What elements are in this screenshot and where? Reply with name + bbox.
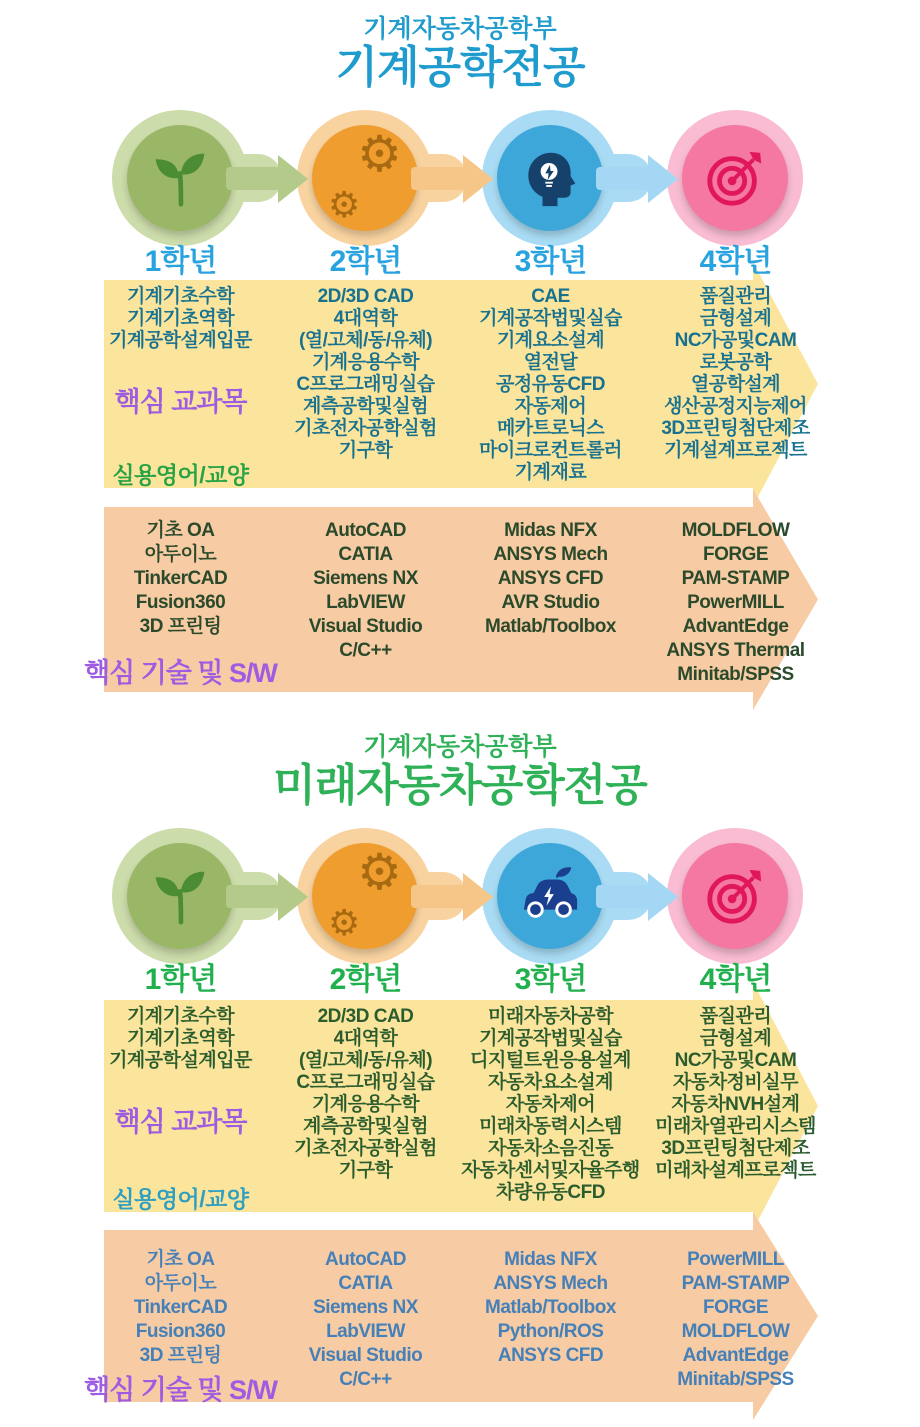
node-circle <box>127 125 233 231</box>
year-label-4: 4학년 <box>699 245 772 278</box>
node-circle <box>682 843 788 949</box>
course-item: 금형설계 <box>699 1028 772 1049</box>
course-list-year3 <box>479 286 622 484</box>
course-item: 4대역학 <box>333 1028 398 1049</box>
course-item: C/C++ <box>339 640 392 661</box>
course-item: FORGE <box>702 1297 769 1318</box>
flow-arrow-icon <box>596 828 678 964</box>
course-item: AutoCAD <box>325 1249 406 1270</box>
course-item: 아두이노 <box>144 1273 217 1294</box>
software-band-label: 핵심 기술 및 S/W <box>84 1375 277 1405</box>
course-list-year2 <box>294 1006 437 1182</box>
course-item: 계측공학및실험 <box>303 396 428 417</box>
course-item: 기계기초수학 <box>126 286 235 307</box>
course-item: 기계요소설계 <box>496 330 605 351</box>
flow-arrow-icon <box>226 828 308 964</box>
course-item: PowerMILL <box>687 592 784 613</box>
course-item: 3D 프린팅 <box>139 1345 222 1366</box>
flow-arrow-icon <box>226 110 308 246</box>
course-item: 2D/3D CAD <box>317 1006 414 1027</box>
course-item: MOLDFLOW <box>681 1321 790 1342</box>
course-item: 계측공학및실험 <box>303 1116 428 1137</box>
course-item: CAE <box>531 286 570 307</box>
curriculum-band-label: 핵심 교과목 <box>114 387 247 417</box>
course-item: 기계공학설계입문 <box>109 330 252 351</box>
course-item: 품질관리 <box>699 286 772 307</box>
course-item: ANSYS CFD <box>497 1345 604 1366</box>
software-list-year2 <box>309 519 423 663</box>
section-future-automotive <box>0 710 920 1420</box>
course-list-year4 <box>655 1006 816 1182</box>
course-item: 생산공정지능제어 <box>664 396 807 417</box>
course-item: 아두이노 <box>144 544 217 565</box>
year-node-4 <box>667 110 803 246</box>
course-list-year2 <box>294 286 437 462</box>
course-item: 기계응용수학 <box>311 1094 420 1115</box>
course-item: 열전달 <box>523 352 578 373</box>
course-item: 자동차NVH설계 <box>671 1094 800 1115</box>
course-item: 기구학 <box>338 1160 393 1181</box>
course-item: PAM-STAMP <box>681 568 790 589</box>
course-item: 미래차열관리시스템 <box>655 1116 816 1137</box>
course-item: Midas NFX <box>504 520 597 541</box>
course-item: 자동차제어 <box>505 1094 596 1115</box>
software-list-year2 <box>309 1248 423 1392</box>
year-label-1: 1학년 <box>144 963 217 996</box>
software-list-year4 <box>666 519 804 687</box>
flow-arrow-icon <box>411 828 493 964</box>
course-item: 기계설계프로젝트 <box>664 440 807 461</box>
course-item: 자동차센서및자율주행 <box>461 1160 640 1181</box>
node-circle <box>312 125 418 231</box>
gears-icon: ⚙ ⚙ <box>328 844 402 943</box>
course-item: 기계공작법및실습 <box>479 308 622 329</box>
target-icon <box>704 147 766 209</box>
software-list-year4 <box>677 1248 793 1392</box>
course-item: PowerMILL <box>687 1249 784 1270</box>
software-band <box>84 489 818 710</box>
course-list-year1 <box>109 286 252 352</box>
software-band-label: 핵심 기술 및 S/W <box>84 658 277 688</box>
sprout-icon <box>150 866 210 926</box>
section-mechanical-engineering <box>0 0 920 710</box>
course-item: 자동차정비실무 <box>673 1072 798 1093</box>
course-item: 3D프린팅첨단제조 <box>661 418 810 439</box>
course-item: Python/ROS <box>497 1321 604 1342</box>
year-label-2: 2학년 <box>329 963 402 996</box>
course-item: TinkerCAD <box>133 1297 228 1318</box>
course-item: Visual Studio <box>308 1345 423 1366</box>
course-item: 디지털트윈응용설계 <box>470 1050 631 1071</box>
course-item: Siemens NX <box>313 1297 418 1318</box>
course-item: MOLDFLOW <box>681 520 790 541</box>
year-label-3: 3학년 <box>514 963 587 996</box>
major-title: 기계공학전공 <box>335 43 585 92</box>
course-item: 3D프린팅첨단제조 <box>661 1138 810 1159</box>
course-item: Fusion360 <box>135 1321 226 1342</box>
course-item: CATIA <box>338 1273 393 1294</box>
software-list-year1 <box>134 1248 227 1368</box>
course-item: 기초전자공학실험 <box>294 418 437 439</box>
course-item: Matlab/Toolbox <box>485 1297 616 1318</box>
course-item: 4대역학 <box>333 308 398 329</box>
year-labels <box>88 236 828 280</box>
course-item: 3D 프린팅 <box>139 616 222 637</box>
course-item: Minitab/SPSS <box>677 1369 794 1390</box>
course-item: NC가공및CAM <box>674 330 797 351</box>
major-title: 미래자동차공학전공 <box>273 761 647 810</box>
course-item: NC가공및CAM <box>674 1050 797 1071</box>
course-item: 기계공학설계입문 <box>109 1050 252 1071</box>
course-item: 미래차설계프로젝트 <box>655 1160 816 1181</box>
course-item: 기계기초역학 <box>126 1028 235 1049</box>
course-item: 기계기초수학 <box>126 1006 235 1027</box>
course-item: 마이크로컨트롤러 <box>479 440 622 461</box>
node-circle <box>312 843 418 949</box>
software-band <box>84 1212 818 1420</box>
curriculum-band-label: 핵심 교과목 <box>114 1107 247 1137</box>
course-item: AVR Studio <box>501 592 600 613</box>
curriculum-band <box>104 262 818 506</box>
course-item: Siemens NX <box>313 568 418 589</box>
node-circle <box>497 125 603 231</box>
course-item: C프로그래밍실습 <box>296 374 435 395</box>
software-list-year3 <box>485 519 616 639</box>
course-item: C프로그래밍실습 <box>296 1072 435 1093</box>
year-flow <box>0 828 920 964</box>
sprout-icon <box>150 148 210 208</box>
course-item: 기계재료 <box>514 462 587 483</box>
course-item: 기계응용수학 <box>311 352 420 373</box>
year-label-1: 1학년 <box>144 245 217 278</box>
year-label-2: 2학년 <box>329 245 402 278</box>
course-item: 차량유동CFD <box>496 1182 605 1203</box>
course-item: AutoCAD <box>325 520 406 541</box>
course-item: (열/고체/동/유체) <box>298 330 433 351</box>
node-circle <box>497 843 603 949</box>
year-labels <box>88 954 828 998</box>
course-item: 공정유동CFD <box>496 374 605 395</box>
node-circle <box>127 843 233 949</box>
course-item: 자동차소음진동 <box>488 1138 613 1159</box>
course-item: LabVIEW <box>326 592 405 613</box>
course-item: 미래자동차공학 <box>488 1006 613 1027</box>
course-item: PAM-STAMP <box>681 1273 790 1294</box>
flow-arrow-icon <box>411 110 493 246</box>
course-item: 품질관리 <box>699 1006 772 1027</box>
software-list-year3 <box>485 1248 616 1368</box>
course-list-year3 <box>461 1006 640 1204</box>
course-list-year4 <box>661 286 809 462</box>
year-node-4 <box>667 828 803 964</box>
course-item: Matlab/Toolbox <box>485 616 616 637</box>
year-flow <box>0 110 920 246</box>
department-title: 기계자동차공학부 <box>363 733 557 761</box>
course-item: ANSYS CFD <box>497 568 604 589</box>
target-icon <box>704 865 766 927</box>
course-item: 금형설계 <box>699 308 772 329</box>
course-item: 기초 OA <box>146 1249 215 1270</box>
flow-arrow-icon <box>596 110 678 246</box>
course-list-year1 <box>109 1006 252 1072</box>
course-item: (열/고체/동/유체) <box>298 1050 433 1071</box>
ev-car-icon <box>519 865 581 927</box>
course-item: 기초전자공학실험 <box>294 1138 437 1159</box>
liberal-arts-label: 실용영어/교양 <box>112 1186 249 1212</box>
course-item: 기계기초역학 <box>126 308 235 329</box>
software-list-year1 <box>134 519 227 639</box>
course-item: TinkerCAD <box>133 568 228 589</box>
course-item: CATIA <box>338 544 393 565</box>
department-title: 기계자동차공학부 <box>363 15 557 43</box>
course-item: 미래차동력시스템 <box>479 1116 622 1137</box>
course-item: Fusion360 <box>135 592 226 613</box>
course-item: 기계공작법및실습 <box>479 1028 622 1049</box>
course-item: FORGE <box>702 544 769 565</box>
course-item: 자동차요소설계 <box>488 1072 613 1093</box>
course-item: Minitab/SPSS <box>677 664 794 685</box>
course-item: C/C++ <box>339 1369 392 1390</box>
course-item: AdvantEdge <box>682 1345 789 1366</box>
year-label-3: 3학년 <box>514 245 587 278</box>
course-item: AdvantEdge <box>682 616 789 637</box>
course-item: 2D/3D CAD <box>317 286 414 307</box>
course-item: 로봇공학 <box>699 352 772 373</box>
course-item: Midas NFX <box>504 1249 597 1270</box>
curriculum-band <box>104 982 818 1230</box>
course-item: 메카트로닉스 <box>496 418 605 439</box>
course-item: 열공학설계 <box>690 374 781 395</box>
year-label-4: 4학년 <box>699 963 772 996</box>
course-item: 기초 OA <box>146 520 215 541</box>
brain-idea-icon <box>520 148 580 208</box>
course-item: LabVIEW <box>326 1321 405 1342</box>
liberal-arts-label: 실용영어/교양 <box>112 462 249 488</box>
course-item: ANSYS Thermal <box>666 640 805 661</box>
course-item: 기구학 <box>338 440 393 461</box>
node-circle <box>682 125 788 231</box>
course-item: Visual Studio <box>308 616 423 637</box>
course-item: ANSYS Mech <box>493 544 608 565</box>
gears-icon: ⚙ ⚙ <box>328 126 402 225</box>
course-item: ANSYS Mech <box>493 1273 608 1294</box>
course-item: 자동제어 <box>514 396 587 417</box>
